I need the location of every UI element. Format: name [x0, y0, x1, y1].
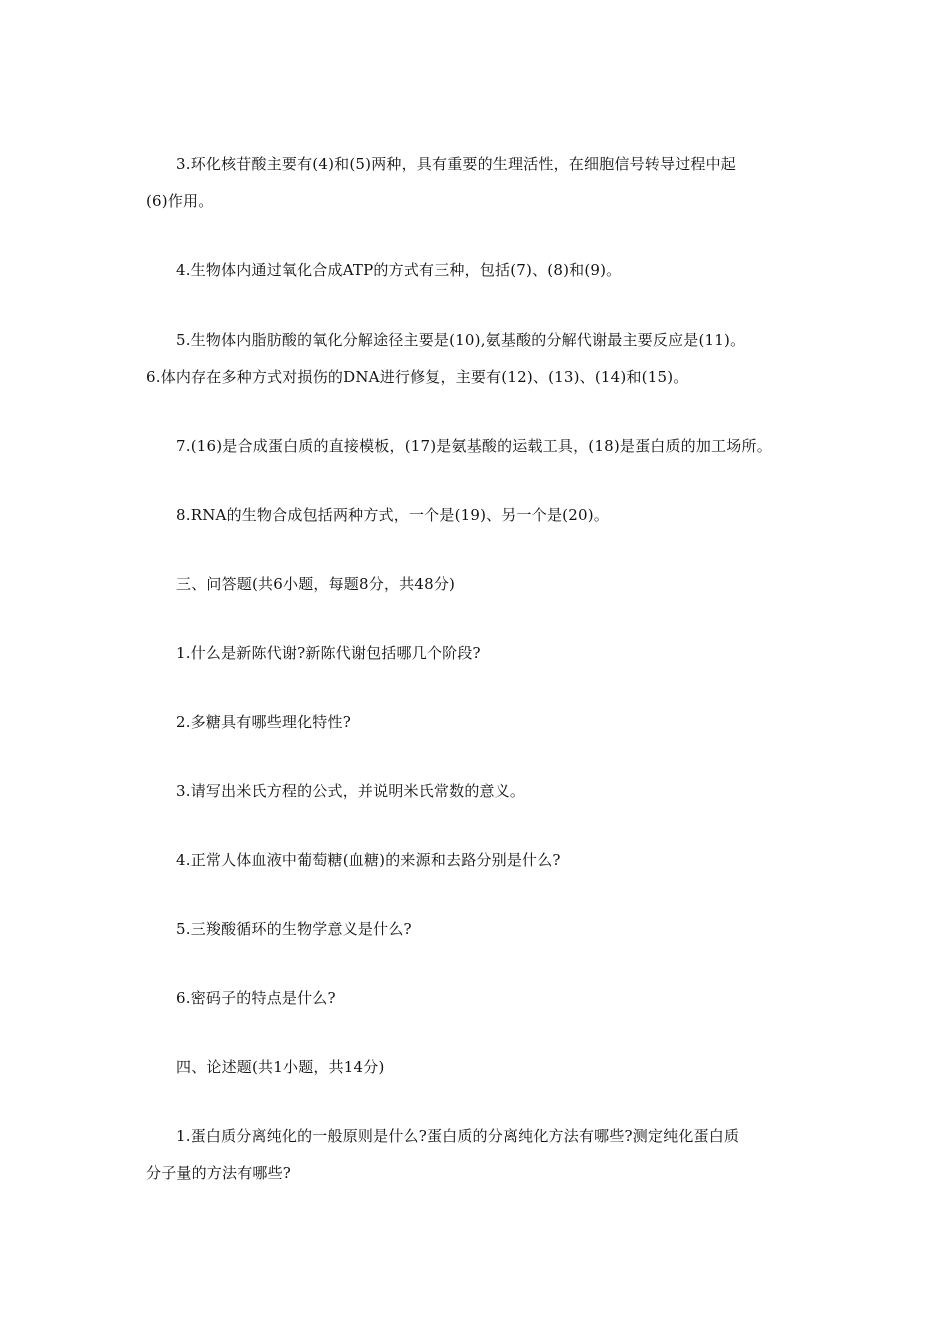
fill-blank-q3-line2: (6)作用。 [146, 192, 214, 210]
fill-blank-q5: 5.生物体内脂肪酸的氧化分解途径主要是(10),氨基酸的分解代谢最主要反应是(11)。 [176, 331, 746, 349]
fill-blank-q8: 8.RNA的生物合成包括两种方式，一个是(19)、另一个是(20)。 [176, 506, 609, 524]
short-answer-q1: 1.什么是新陈代谢?新陈代谢包括哪几个阶段? [176, 644, 481, 662]
fill-blank-q4: 4.生物体内通过氧化合成ATP的方式有三种，包括(7)、(8)和(9)。 [176, 261, 622, 279]
short-answer-q4: 4.正常人体血液中葡萄糖(血糖)的来源和去路分别是什么? [176, 851, 561, 869]
section-heading-essay: 四、论述题(共1小题，共14分) [176, 1058, 385, 1076]
short-answer-q2: 2.多糖具有哪些理化特性? [176, 713, 351, 731]
fill-blank-q6: 6.体内存在多种方式对损伤的DNA进行修复，主要有(12)、(13)、(14)和(15)。 [146, 368, 689, 386]
short-answer-q3: 3.请写出米氏方程的公式，并说明米氏常数的意义。 [176, 782, 526, 800]
fill-blank-q7: 7.(16)是合成蛋白质的直接模板，(17)是氨基酸的运载工具，(18)是蛋白质的加工场所。 [176, 437, 772, 455]
essay-q1-line2: 分子量的方法有哪些? [146, 1164, 292, 1182]
short-answer-q5: 5.三羧酸循环的生物学意义是什么? [176, 920, 412, 938]
short-answer-q6: 6.密码子的特点是什么? [176, 989, 336, 1007]
fill-blank-q3-line1: 3.环化核苷酸主要有(4)和(5)两种，具有重要的生理活性，在细胞信号转导过程中起 [176, 155, 737, 173]
essay-q1-line1: 1.蛋白质分离纯化的一般原则是什么?蛋白质的分离纯化方法有哪些?测定纯化蛋白质 [176, 1127, 740, 1145]
section-heading-short-answer: 三、问答题(共6小题，每题8分，共48分) [176, 575, 456, 593]
